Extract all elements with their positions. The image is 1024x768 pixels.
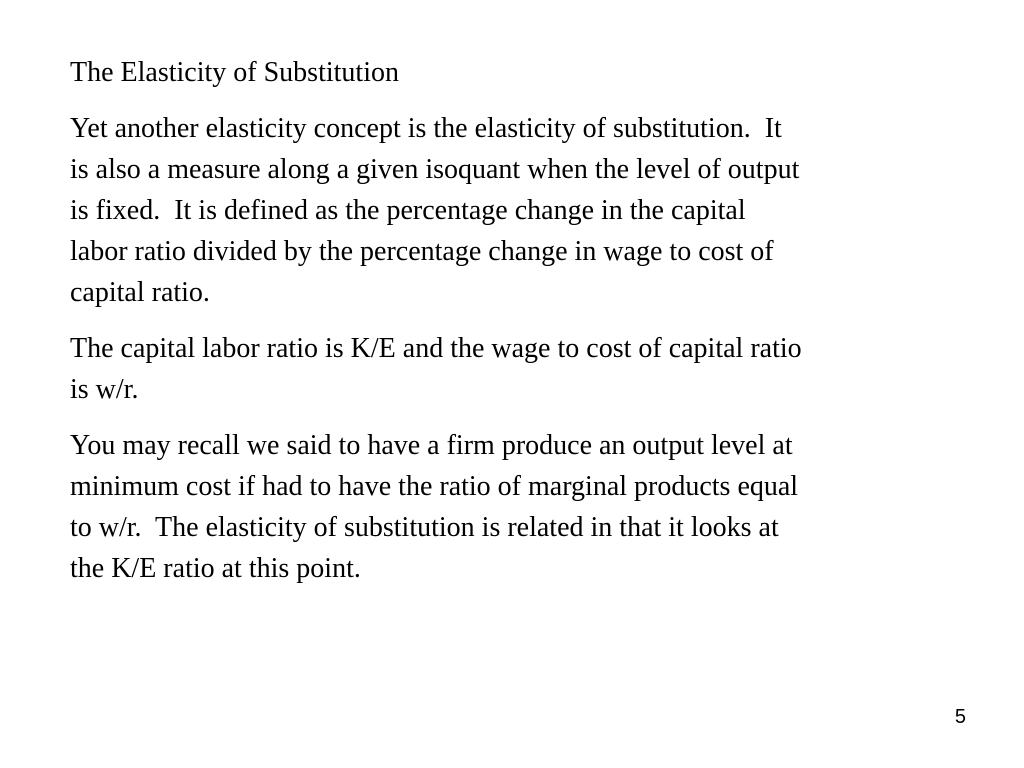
page-number: 5: [954, 706, 966, 728]
slide-title: The Elasticity of Substitution: [70, 57, 399, 88]
slide-content: [70, 52, 975, 604]
paragraph-marginal-products: You may recall we said to have a firm produce an output level at minimum cost if had to have the ratio of marginal products equal to w/r. The elasticity of substitution is related in that it looks at the K/E ratio at this point.: [70, 430, 799, 584]
paragraph-definition: Yet another elasticity concept is the elasticity of substitution. It is also a measure along a given isoquant when the level of output is fixed. It is defined as the percentage change in the capital labor ratio divided by the percentage change in wage to cost of capital ratio.: [70, 113, 800, 308]
paragraph-ratios: The capital labor ratio is K/E and the wage to cost of capital ratio is w/r.: [70, 333, 802, 405]
